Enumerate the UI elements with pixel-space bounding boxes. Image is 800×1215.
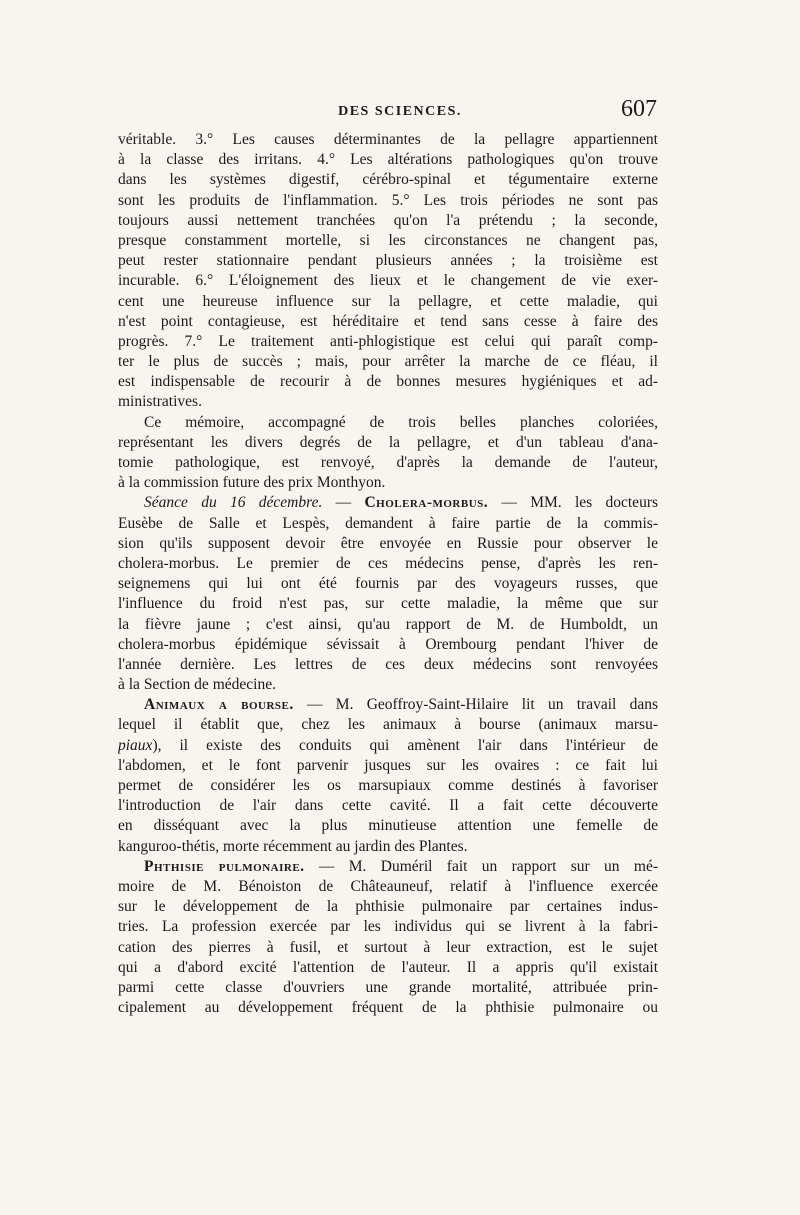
text-line: représentant les divers degrés de la pellagre, et d'un tableau d'ana- (118, 433, 658, 451)
text-segment: — M. Duméril fait un rapport sur un mé- (304, 857, 658, 875)
text-line (118, 857, 658, 877)
text-line: à la Section de médecine. (118, 676, 276, 694)
text-segment: ), il existe des conduits qui amènent l'air dans l'intérieur de (152, 736, 658, 754)
text-line: Ce mémoire, accompagné de trois belles planches coloriées, (144, 413, 658, 431)
section-heading: Phthisie pulmonaire. (144, 857, 305, 875)
text-line: cholera-morbus épidémique sévissait à Orembourg pendant l'hiver de (118, 635, 658, 653)
text-line (118, 493, 658, 513)
text-line: est indispensable de recourir à de bonnes mesures hygiéniques et ad- (118, 373, 658, 391)
text-line: la fièvre jaune ; c'est ainsi, qu'au rapport de M. de Humboldt, un (118, 615, 658, 633)
text-line: cent une heureuse influence sur la pellagre, et cette maladie, qui (118, 292, 658, 310)
text-line: l'abdomen, et le font parvenir jusques sur les ovaires : ce fait lui (118, 756, 658, 774)
page-number: 607 (621, 96, 657, 122)
text-segment: — M. Geoffroy-Saint-Hilaire lit un travail dans (293, 696, 658, 714)
text-line: Eusèbe de Salle et Lespès, demandent à faire partie de la commis- (118, 514, 658, 532)
section-heading: Cholera-morbus. (364, 494, 489, 512)
text-line: seignemens qui lui ont été fournis par des voyageurs russes, que (118, 575, 658, 593)
text-line: kanguroo-thétis, morte récemment au jardin des Plantes. (118, 837, 468, 855)
text-line: tomie pathologique, est renvoyé, d'après la demande de l'auteur, (118, 454, 658, 471)
text-line: véritable. 3.° Les causes déterminantes de la pellagre appartiennent (118, 131, 658, 148)
text-line: sur le développement de la phthisie pulmonaire par certaines indus- (118, 898, 658, 916)
text-line (118, 695, 658, 715)
text-line: sont les produits de l'inflammation. 5.° Les trois périodes ne sont pas (118, 191, 658, 209)
text-line: l'introduction de l'air dans cette cavité. Il a fait cette découverte (118, 797, 658, 815)
text-line: n'est point contagieuse, est héréditaire et tend sans cesse à faire des (118, 312, 658, 330)
text-line: en disséquant avec la plus minutieuse attention une femelle de (118, 817, 658, 835)
text-segment: — (322, 494, 365, 512)
text-line (118, 736, 658, 756)
body-text (118, 130, 658, 1018)
text-line: moire de M. Bénoiston de Châteauneuf, relatif à l'influence exercée (118, 877, 658, 895)
text-line: sion qu'ils supposent devoir être envoyée en Russie pour observer le (118, 534, 658, 552)
text-line: parmi cette classe d'ouvriers une grande mortalité, attribuée prin- (118, 978, 658, 996)
text-line: l'année dernière. Les lettres de ces deux médecins sont renvoyées (118, 655, 658, 673)
text-line: dans les systèmes digestif, cérébro-spinal et tégumentaire externe (118, 171, 658, 189)
text-line: cipalement au développement fréquent de la phthisie pulmonaire ou (118, 999, 658, 1017)
text-line: presque constamment mortelle, si les circonstances ne changent pas, (118, 231, 658, 249)
text-segment: — MM. les docteurs (488, 494, 658, 512)
text-line: ministratives. (118, 393, 202, 411)
section-heading: Animaux a bourse. (144, 696, 294, 714)
text-line: cation des pierres à fusil, et surtout à leur extraction, est le sujet (118, 938, 658, 956)
text-line: cholera-morbus. Le premier de ces médecins pense, d'après les ren- (118, 554, 658, 572)
running-head (0, 96, 800, 130)
text-line: progrès. 7.° Le traitement anti-phlogistique est celui qui paraît comp- (118, 332, 658, 350)
italic-text: Séance du 16 décembre. (144, 494, 323, 512)
text-line: toujours aussi nettement tranchées qu'on l'a prétendu ; la seconde, (118, 211, 658, 229)
text-line: incurable. 6.° L'éloignement des lieux et le changement de vie exer- (118, 272, 658, 290)
text-line: permet de considérer les os marsupiaux comme destinés à favoriser (118, 777, 658, 794)
text-line: qui a d'abord excité l'attention de l'auteur. Il a appris qu'il existait (118, 958, 658, 976)
italic-text: piaux (118, 736, 153, 754)
text-line: tries. La profession exercée par les individus qui se livrent à la fabri- (118, 918, 658, 936)
running-head-title: DES SCIENCES. (338, 104, 462, 119)
text-line: lequel il établit que, chez les animaux à bourse (animaux marsu- (118, 716, 658, 734)
text-line: ter le plus de succès ; mais, pour arrêter la marche de ce fléau, il (118, 353, 658, 371)
text-line: à la commission future des prix Monthyon. (118, 474, 386, 492)
text-line: l'influence du froid n'est pas, sur cette maladie, la même que sur (118, 595, 658, 613)
text-line: à la classe des irritans. 4.° Les altérations pathologiques qu'on trouve (118, 151, 658, 169)
text-line: peut rester stationnaire pendant plusieurs années ; la troisième est (118, 252, 658, 270)
